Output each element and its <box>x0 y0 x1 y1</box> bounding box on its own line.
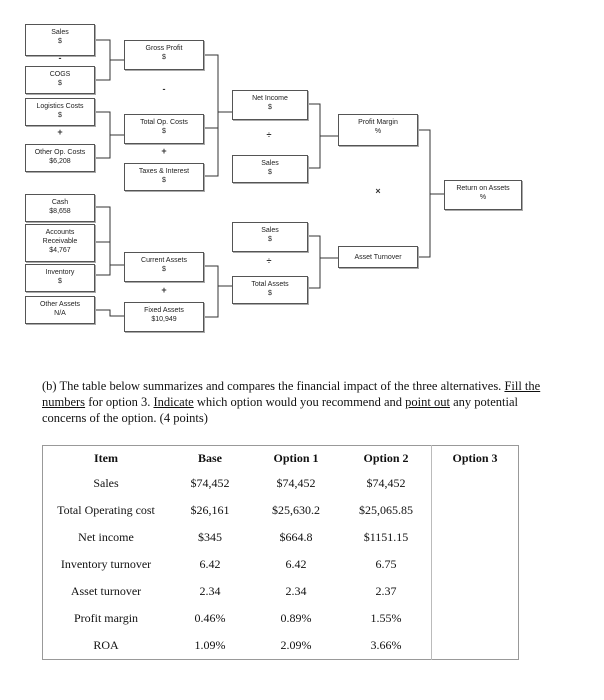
table-row <box>43 524 519 551</box>
total-assets-box <box>232 276 308 304</box>
header-item: Item <box>94 450 118 465</box>
cell-base: 1.09% <box>194 638 226 652</box>
table-row <box>43 470 519 497</box>
sales-box <box>25 24 95 56</box>
cell-option-3[interactable] <box>432 524 519 551</box>
sales-label: Sales <box>51 29 69 36</box>
total-op-costs-value[interactable]: $ <box>162 128 166 135</box>
row-label: Asset turnover <box>70 584 142 598</box>
cell-base: 2.34 <box>199 584 221 598</box>
row-label: Profit margin <box>73 611 139 625</box>
other-op-costs-value[interactable]: $6,208 <box>49 158 71 165</box>
sales-value[interactable]: $ <box>268 236 272 243</box>
dupont-tree-diagram <box>0 0 604 345</box>
plus-operator: + <box>161 285 167 295</box>
total-op-costs-box <box>124 114 204 144</box>
cell-base: $26,161 <box>190 503 230 517</box>
other-assets-label: Other Assets <box>39 301 81 308</box>
cell-base: $345 <box>198 530 222 544</box>
cash-box <box>25 194 95 222</box>
taxes-interest-box <box>124 163 204 191</box>
sales-value[interactable]: $ <box>58 38 62 45</box>
cell-option-2: 6.75 <box>375 557 397 571</box>
asset-turnover-label: Asset Turnover <box>354 254 402 261</box>
sales-label: Sales <box>261 227 279 234</box>
cell-option-1: 2.09% <box>280 638 312 652</box>
cell-option-3[interactable] <box>432 470 519 497</box>
accounts-receivable-value[interactable]: $4,767 <box>49 247 71 254</box>
question-suffix: any potential concerns of the option. (4 points) <box>42 395 518 425</box>
cell-option-1: 0.89% <box>280 611 312 625</box>
gross-profit-label: Gross Profit <box>145 45 183 52</box>
sales-box-3 <box>232 222 308 252</box>
question-mid-text: for option 3. <box>85 395 154 409</box>
total-assets-value[interactable]: $ <box>268 290 272 297</box>
header-option-3: Option 3 <box>432 446 519 471</box>
profit-margin-box <box>338 114 418 146</box>
question-prefix: (b) The table below summarizes and compares the financial impact of the three alternatives. <box>42 379 502 393</box>
table-row <box>43 632 519 660</box>
sales-label: Sales <box>261 160 279 167</box>
table-header-row <box>43 446 519 471</box>
cogs-box <box>25 66 95 94</box>
taxes-interest-label: Taxes & Interest <box>138 168 190 175</box>
return-on-assets-value[interactable]: % <box>479 194 487 201</box>
minus-operator: - <box>58 53 62 63</box>
cell-option-2: $74,452 <box>366 476 406 490</box>
total-assets-label: Total Assets <box>251 281 289 288</box>
cell-option-3[interactable] <box>432 551 519 578</box>
other-op-costs-label: Other Op. Costs <box>34 149 86 156</box>
logistics-costs-box <box>25 98 95 126</box>
return-on-assets-label: Return on Assets <box>456 185 510 192</box>
question-text <box>42 378 562 426</box>
net-income-label: Net Income <box>252 95 288 102</box>
cell-option-2: 1.55% <box>370 611 402 625</box>
fixed-assets-box <box>124 302 204 332</box>
total-op-costs-label: Total Op. Costs <box>140 119 188 126</box>
cell-option-2: $25,065.85 <box>359 503 413 517</box>
header-option-1: Option 1 <box>273 450 319 465</box>
accounts-receivable-label: Accounts <box>45 229 75 236</box>
cell-option-1: $25,630.2 <box>272 503 320 517</box>
cell-base: 0.46% <box>194 611 226 625</box>
logistics-costs-value[interactable]: $ <box>58 112 62 119</box>
other-op-costs-box <box>25 144 95 172</box>
gross-profit-box <box>124 40 204 70</box>
profit-margin-label: Profit Margin <box>358 119 398 126</box>
row-label: Sales <box>93 476 119 490</box>
cell-base: $74,452 <box>190 476 230 490</box>
plus-operator: + <box>57 127 63 137</box>
cell-option-3[interactable] <box>432 578 519 605</box>
inventory-label: Inventory <box>45 269 75 276</box>
net-income-value[interactable]: $ <box>268 104 272 111</box>
logistics-costs-label: Logistics Costs <box>36 103 84 110</box>
plus-operator: + <box>161 146 167 156</box>
fixed-assets-label: Fixed Assets <box>144 307 184 314</box>
cell-option-1: $74,452 <box>276 476 316 490</box>
sales-value[interactable]: $ <box>268 169 272 176</box>
cell-option-2: 3.66% <box>370 638 402 652</box>
accounts-receivable-label: Receivable <box>42 238 78 245</box>
divide-operator: ÷ <box>266 130 272 140</box>
question-point-out: point out <box>405 395 450 409</box>
cell-option-1: 2.34 <box>285 584 307 598</box>
row-label: ROA <box>93 638 119 652</box>
header-option-2: Option 2 <box>363 450 409 465</box>
other-assets-value[interactable]: N/A <box>54 310 66 317</box>
header-base: Base <box>198 450 222 465</box>
table-row <box>43 605 519 632</box>
gross-profit-value[interactable]: $ <box>162 54 166 61</box>
cell-option-1: $664.8 <box>279 530 313 544</box>
row-label: Total Operating cost <box>57 503 155 517</box>
row-label: Inventory turnover <box>60 557 152 571</box>
question-mid-text: which option would you recommend and <box>193 395 406 409</box>
cash-label: Cash <box>51 199 69 206</box>
cell-base: 6.42 <box>199 557 221 571</box>
comparison-table <box>42 445 519 660</box>
multiply-operator: × <box>375 186 381 196</box>
table-row <box>43 551 519 578</box>
cell-option-3[interactable] <box>432 632 519 660</box>
question-indicate: Indicate <box>153 395 194 409</box>
cell-option-2: 2.37 <box>375 584 397 598</box>
fixed-assets-value[interactable]: $10,949 <box>151 316 177 323</box>
current-assets-value[interactable]: $ <box>162 266 166 273</box>
gross-profit-minus-operator: - <box>162 84 166 94</box>
taxes-interest-value[interactable]: $ <box>162 177 166 184</box>
inventory-value[interactable]: $ <box>58 278 62 285</box>
asset-turnover-box <box>338 246 418 268</box>
cell-option-3[interactable] <box>432 497 519 524</box>
return-on-assets-box <box>444 180 522 210</box>
profit-margin-value[interactable]: % <box>374 128 382 135</box>
cogs-label: COGS <box>49 71 71 78</box>
current-assets-box <box>124 252 204 282</box>
inventory-box <box>25 264 95 292</box>
row-label: Net income <box>78 530 134 544</box>
other-assets-box <box>25 296 95 324</box>
accounts-receivable-box <box>25 224 95 262</box>
cell-option-3[interactable] <box>432 605 519 632</box>
divide-operator: ÷ <box>266 256 272 266</box>
sales-box-2 <box>232 155 308 183</box>
cell-option-2: $1151.15 <box>363 530 409 544</box>
cash-value[interactable]: $8,658 <box>49 208 71 215</box>
table-row <box>43 497 519 524</box>
question-fill-numbers: Fill the numbers <box>42 379 541 409</box>
cell-option-1: 6.42 <box>285 557 307 571</box>
current-assets-label: Current Assets <box>141 257 187 264</box>
table-row <box>43 578 519 605</box>
cogs-value[interactable]: $ <box>58 80 62 87</box>
net-income-box <box>232 90 308 120</box>
